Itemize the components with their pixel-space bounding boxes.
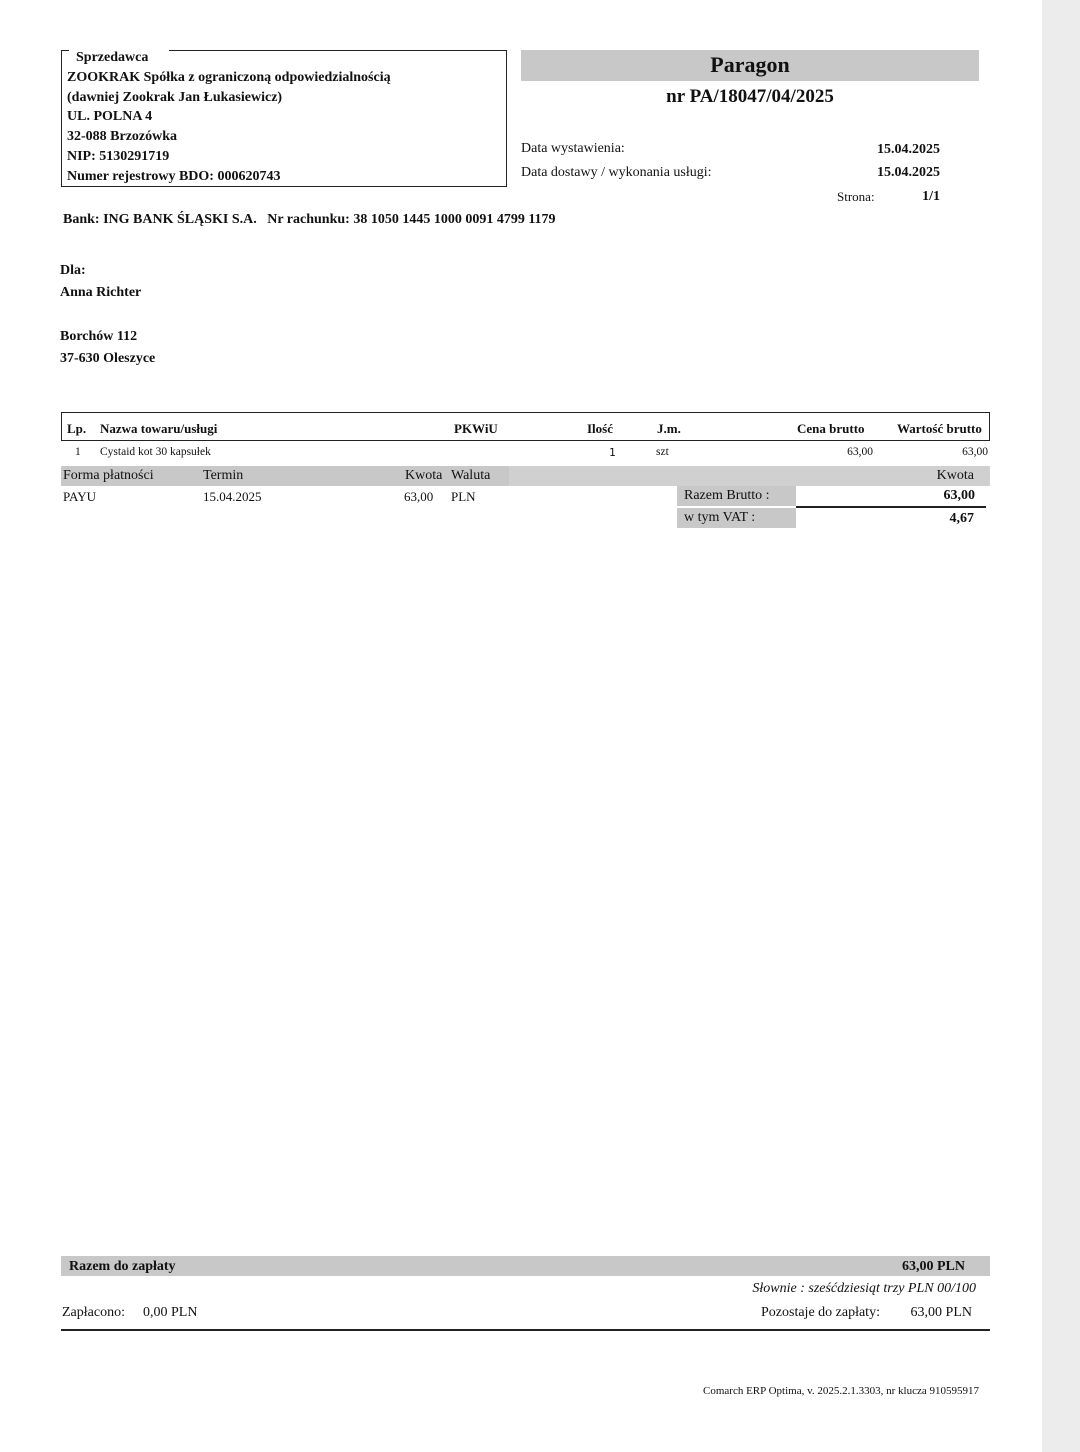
- issue-date-label: Data wystawienia:: [521, 141, 625, 156]
- row-lp: 1: [75, 446, 81, 458]
- payment-amount-header: Kwota: [405, 468, 443, 483]
- paid-label: Zapłacono:: [62, 1305, 125, 1320]
- row-price: 63,00: [847, 446, 873, 458]
- remaining-label: Pozostaje do zapłaty:: [761, 1305, 880, 1320]
- page-label: Strona:: [837, 189, 875, 204]
- seller-bdo: Numer rejestrowy BDO: 000620743: [67, 169, 281, 184]
- col-price: Cena brutto: [797, 421, 865, 436]
- buyer-street: Borchów 112: [60, 329, 138, 344]
- seller-city: 32-088 Brzozówka: [67, 129, 178, 144]
- issue-date-value: 15.04.2025: [877, 142, 940, 157]
- seller-street: UL. POLNA 4: [67, 109, 153, 124]
- buyer-city: 37-630 Oleszyce: [60, 351, 156, 366]
- bank-account: Bank: ING BANK ŚLĄSKI S.A. Nr rachunku: 38 1050 1445 1000 0091 4799 1179: [63, 212, 556, 227]
- seller-former-name: (dawniej Zookrak Jan Łukasiewicz): [67, 90, 283, 105]
- amount-header-band: [509, 466, 990, 486]
- gross-total-label: Razem Brutto :: [684, 488, 770, 503]
- amount-right-header: Kwota: [936, 468, 974, 483]
- col-qty: Ilość: [587, 421, 613, 436]
- payment-form-value: PAYU: [63, 489, 97, 504]
- row-name: Cystaid kot 30 kapsułek: [100, 446, 211, 458]
- total-due-label: Razem do zapłaty: [69, 1259, 176, 1274]
- col-name: Nazwa towaru/usługi: [100, 421, 218, 436]
- amount-in-words: Słownie : sześćdziesiąt trzy PLN 00/100: [752, 1281, 976, 1296]
- total-due-value: 63,00 PLN: [902, 1259, 965, 1274]
- col-pkwiu: PKWiU: [454, 421, 498, 436]
- total-due-band: [61, 1256, 990, 1276]
- buyer-label: Dla:: [60, 263, 86, 278]
- seller-legend: Sprzedawca: [76, 50, 149, 65]
- vat-value: 4,67: [949, 511, 974, 526]
- summary-bottom-rule: [61, 1329, 990, 1331]
- payment-currency-value: PLN: [451, 489, 476, 504]
- vat-label: w tym VAT :: [684, 510, 756, 525]
- buyer-name: Anna Richter: [60, 285, 142, 300]
- gross-total-value: 63,00: [943, 488, 975, 503]
- payment-currency-header: Waluta: [451, 468, 491, 483]
- seller-nip: NIP: 5130291719: [67, 149, 170, 164]
- delivery-date-value: 15.04.2025: [877, 165, 940, 180]
- software-footer: Comarch ERP Optima, v. 2025.2.1.3303, nr klucza 910595917: [703, 1385, 979, 1397]
- col-unit: J.m.: [657, 421, 681, 436]
- row-unit: szt: [656, 446, 669, 458]
- row-qty: 1: [609, 446, 616, 459]
- payment-form-header: Forma płatności: [63, 468, 154, 483]
- row-value: 63,00: [962, 446, 988, 458]
- payment-term-header: Termin: [203, 468, 244, 483]
- col-value: Wartość brutto: [897, 421, 982, 436]
- col-lp: Lp.: [67, 421, 87, 436]
- seller-name: ZOOKRAK Spółka z ograniczoną odpowiedzialnością: [67, 70, 391, 85]
- paid-value: 0,00 PLN: [143, 1305, 198, 1320]
- remaining-value: 63,00 PLN: [910, 1305, 972, 1320]
- document-number: nr PA/18047/04/2025: [666, 86, 834, 107]
- document-title: Paragon: [710, 52, 790, 77]
- payment-amount-value: 63,00: [404, 489, 434, 504]
- delivery-date-label: Data dostawy / wykonania usługi:: [521, 165, 712, 180]
- page-number: 1/1: [922, 189, 940, 204]
- gross-underline: [796, 506, 986, 508]
- payment-term-value: 15.04.2025: [203, 489, 262, 504]
